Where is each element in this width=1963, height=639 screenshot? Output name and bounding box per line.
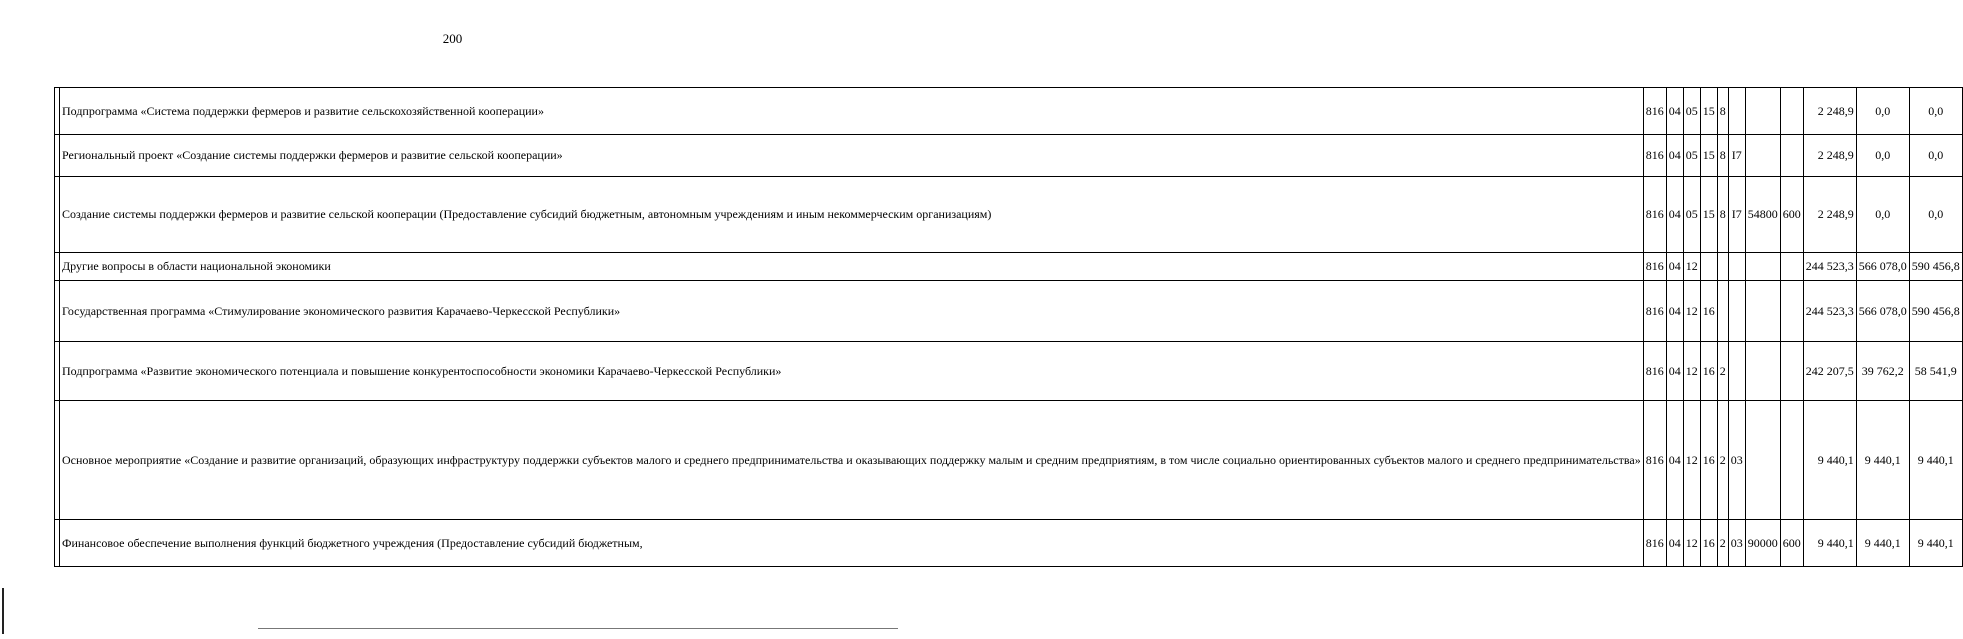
scan-edge-mark [2,588,4,634]
item-name: Финансовое обеспечение выполнения функций бюджетного учреждения (Предоставление субсидий бюджетным, [60,520,1644,567]
amount-year-1: 244 523,3 [1803,253,1856,281]
direction-code: 90000 [1745,520,1780,567]
subprogram-code: 2 [1717,342,1728,401]
item-name: Создание системы поддержки фермеров и развитие сельской кооперации (Предоставление субсидий бюджетным, автономным учреждениям и иным некоммерческим организациям) [60,177,1644,253]
table-row [55,281,1963,342]
amount-year-2: 566 078,0 [1856,253,1909,281]
expense-type-code: 600 [1780,177,1803,253]
event-code [1728,281,1745,342]
amount-year-2: 566 078,0 [1856,281,1909,342]
program-code [1700,253,1717,281]
page-bottom-rule [258,628,898,629]
amount-year-3: 0,0 [1909,135,1962,177]
amount-year-1: 244 523,3 [1803,281,1856,342]
program-code: 16 [1700,342,1717,401]
amount-year-3: 0,0 [1909,88,1962,135]
subsection-code: 12 [1683,520,1700,567]
amount-year-2: 0,0 [1856,177,1909,253]
section-code: 04 [1666,342,1683,401]
amount-year-3: 590 456,8 [1909,253,1962,281]
budget-table [54,87,1963,567]
item-name: Региональный проект «Создание системы поддержки фермеров и развитие сельской кооперации» [60,135,1644,177]
table-row [55,253,1963,281]
program-code: 15 [1700,88,1717,135]
amount-year-2: 9 440,1 [1856,520,1909,567]
direction-code [1745,342,1780,401]
direction-code [1745,281,1780,342]
table-row [55,401,1963,520]
grbs-code: 816 [1643,401,1666,520]
grbs-code: 816 [1643,88,1666,135]
direction-code [1745,401,1780,520]
section-code: 04 [1666,177,1683,253]
subprogram-code: 8 [1717,135,1728,177]
grbs-code: 816 [1643,177,1666,253]
event-code: I7 [1728,177,1745,253]
section-code: 04 [1666,401,1683,520]
direction-code [1745,88,1780,135]
expense-type-code [1780,281,1803,342]
amount-year-1: 242 207,5 [1803,342,1856,401]
amount-year-2: 0,0 [1856,135,1909,177]
amount-year-1: 9 440,1 [1803,520,1856,567]
subsection-code: 05 [1683,135,1700,177]
subprogram-code [1717,253,1728,281]
program-code: 15 [1700,135,1717,177]
direction-code: 54800 [1745,177,1780,253]
amount-year-2: 9 440,1 [1856,401,1909,520]
program-code: 16 [1700,401,1717,520]
subsection-code: 12 [1683,401,1700,520]
item-name: Государственная программа «Стимулирование экономического развития Карачаево-Черкесской Республики» [60,281,1644,342]
amount-year-3: 58 541,9 [1909,342,1962,401]
amount-year-3: 590 456,8 [1909,281,1962,342]
amount-year-1: 2 248,9 [1803,177,1856,253]
subprogram-code: 2 [1717,401,1728,520]
amount-year-2: 39 762,2 [1856,342,1909,401]
expense-type-code [1780,342,1803,401]
section-code: 04 [1666,135,1683,177]
table-row [55,88,1963,135]
item-name: Подпрограмма «Система поддержки фермеров и развитие сельскохозяйственной кооперации» [60,88,1644,135]
item-name: Другие вопросы в области национальной экономики [60,253,1644,281]
section-code: 04 [1666,88,1683,135]
subprogram-code [1717,281,1728,342]
table-row [55,520,1963,567]
subprogram-code: 8 [1717,177,1728,253]
subsection-code: 12 [1683,342,1700,401]
amount-year-3: 9 440,1 [1909,401,1962,520]
event-code [1728,342,1745,401]
amount-year-1: 9 440,1 [1803,401,1856,520]
amount-year-1: 2 248,9 [1803,135,1856,177]
expense-type-code [1780,253,1803,281]
subsection-code: 05 [1683,177,1700,253]
subsection-code: 12 [1683,253,1700,281]
table-row [55,135,1963,177]
expense-type-code: 600 [1780,520,1803,567]
event-code: I7 [1728,135,1745,177]
amount-year-3: 0,0 [1909,177,1962,253]
subprogram-code: 2 [1717,520,1728,567]
amount-year-1: 2 248,9 [1803,88,1856,135]
event-code [1728,253,1745,281]
program-code: 16 [1700,520,1717,567]
grbs-code: 816 [1643,253,1666,281]
amount-year-2: 0,0 [1856,88,1909,135]
expense-type-code [1780,88,1803,135]
direction-code [1745,135,1780,177]
subsection-code: 05 [1683,88,1700,135]
grbs-code: 816 [1643,520,1666,567]
section-code: 04 [1666,520,1683,567]
expense-type-code [1780,135,1803,177]
grbs-code: 816 [1643,281,1666,342]
item-name: Основное мероприятие «Создание и развитие организаций, образующих инфраструктуру поддержки субъектов малого и среднего предпринимательства и оказывающих поддержку малым и средним предприятиям, в том числе социально ориентированных субъектов малого и среднего предпринимательства» [60,401,1644,520]
grbs-code: 816 [1643,135,1666,177]
grbs-code: 816 [1643,342,1666,401]
table-row [55,342,1963,401]
page-number: 200 [442,31,463,46]
event-code [1728,88,1745,135]
amount-year-3: 9 440,1 [1909,520,1962,567]
event-code: 03 [1728,520,1745,567]
table-row [55,177,1963,253]
item-name: Подпрограмма «Развитие экономического потенциала и повышение конкурентоспособности экономики Карачаево-Черкесской Республики» [60,342,1644,401]
program-code: 16 [1700,281,1717,342]
subprogram-code: 8 [1717,88,1728,135]
direction-code [1745,253,1780,281]
section-code: 04 [1666,281,1683,342]
event-code: 03 [1728,401,1745,520]
section-code: 04 [1666,253,1683,281]
expense-type-code [1780,401,1803,520]
subsection-code: 12 [1683,281,1700,342]
program-code: 15 [1700,177,1717,253]
